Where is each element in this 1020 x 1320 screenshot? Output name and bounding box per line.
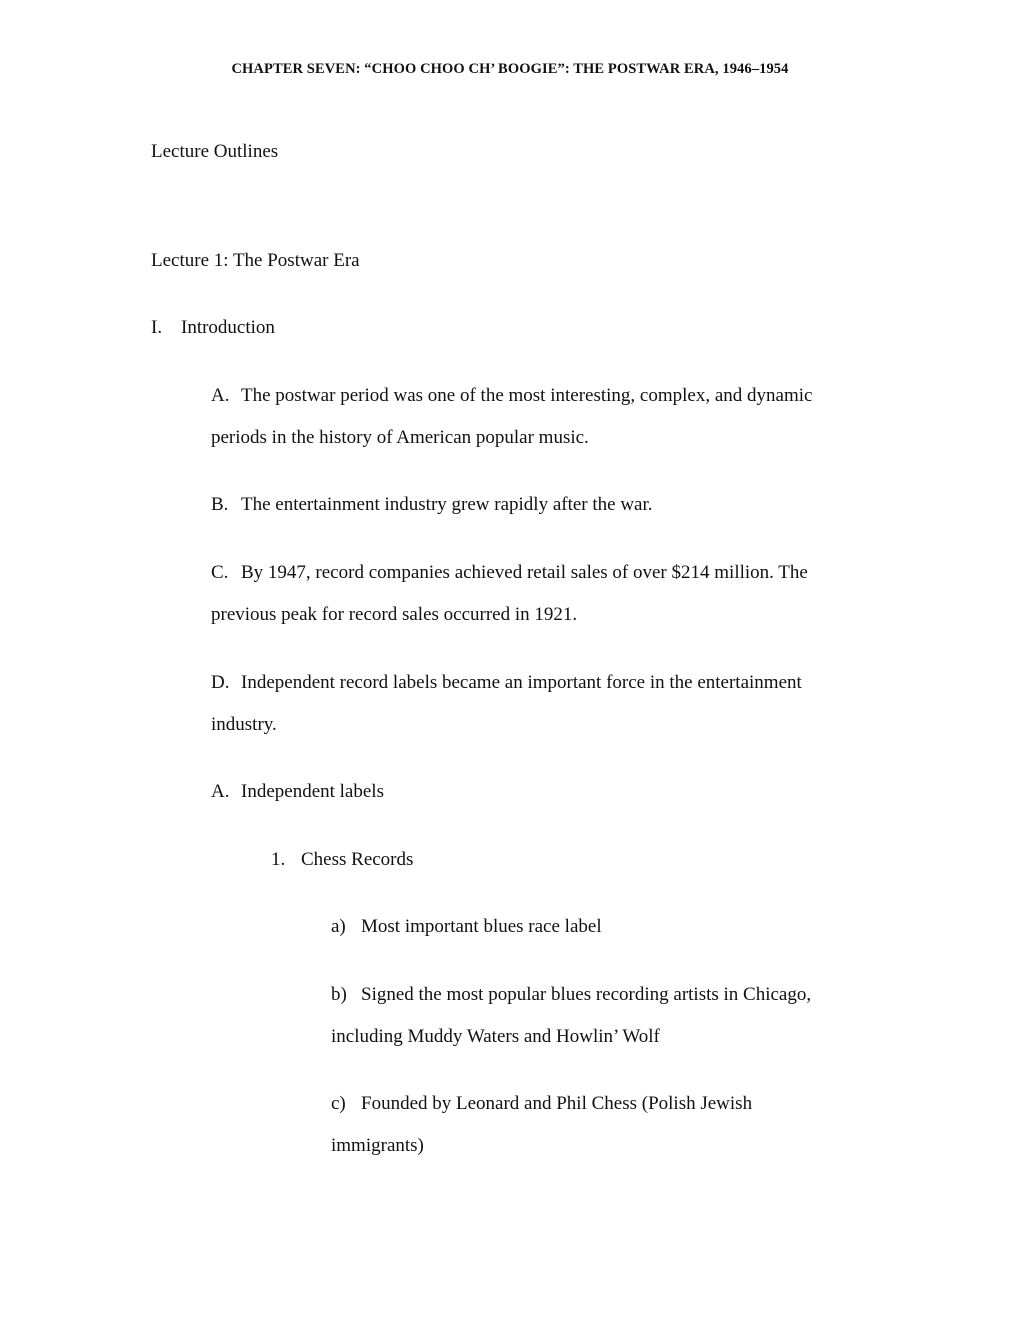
outline-item-D (211, 673, 802, 692)
outline-marker: B. (211, 494, 229, 515)
outline-item-C-continuation: previous peak for record sales occurred in 1921. (211, 604, 578, 625)
outline-marker: b) (331, 984, 347, 1005)
outline-item-C (211, 563, 808, 582)
outline-marker: D. (211, 672, 230, 693)
outline-text: The postwar period was one of the most interesting, complex, and dynamic (241, 385, 813, 406)
outline-item-A (211, 386, 812, 405)
outline-text: Introduction (181, 317, 275, 338)
outline-text: Independent record labels became an important force in the entertainment (241, 672, 802, 693)
outline-item-c (331, 1094, 752, 1113)
outline-marker: A. (211, 781, 230, 802)
outline-item-b-continuation: including Muddy Waters and Howlin’ Wolf (331, 1026, 660, 1047)
outline-item-a (331, 917, 602, 936)
outline-marker: 1. (271, 849, 286, 870)
outline-item-b (331, 985, 811, 1004)
outline-text: Signed the most popular blues recording artists in Chicago, (361, 984, 812, 1005)
outline-item-A-continuation: periods in the history of American popular music. (211, 427, 589, 448)
outline-item-A-independent-labels (211, 782, 384, 801)
outline-marker: A. (211, 385, 230, 406)
outline-item-B (211, 495, 653, 514)
lecture-title: Lecture 1: The Postwar Era (151, 250, 360, 271)
outline-marker: a) (331, 916, 346, 937)
outline-text: Most important blues race label (361, 916, 602, 937)
outline-text: Founded by Leonard and Phil Chess (Polish Jewish (361, 1093, 753, 1114)
outline-text: By 1947, record companies achieved retail sales of over $214 million. The (241, 562, 808, 583)
outline-marker: c) (331, 1093, 346, 1114)
outline-text: The entertainment industry grew rapidly after the war. (241, 494, 653, 515)
outline-item-1 (271, 850, 413, 869)
outline-item-c-continuation: immigrants) (331, 1135, 424, 1156)
outline-marker: I. (151, 317, 163, 338)
outline-item-D-continuation: industry. (211, 714, 277, 735)
chapter-header: CHAPTER SEVEN: “CHOO CHOO CH’ BOOGIE”: THE POSTWAR ERA, 1946–1954 (231, 61, 789, 77)
outline-marker: C. (211, 562, 229, 583)
outline-text: Chess Records (301, 849, 414, 870)
outline-item-roman-1 (151, 318, 275, 337)
section-heading: Lecture Outlines (151, 141, 279, 162)
outline-text: Independent labels (241, 781, 384, 802)
